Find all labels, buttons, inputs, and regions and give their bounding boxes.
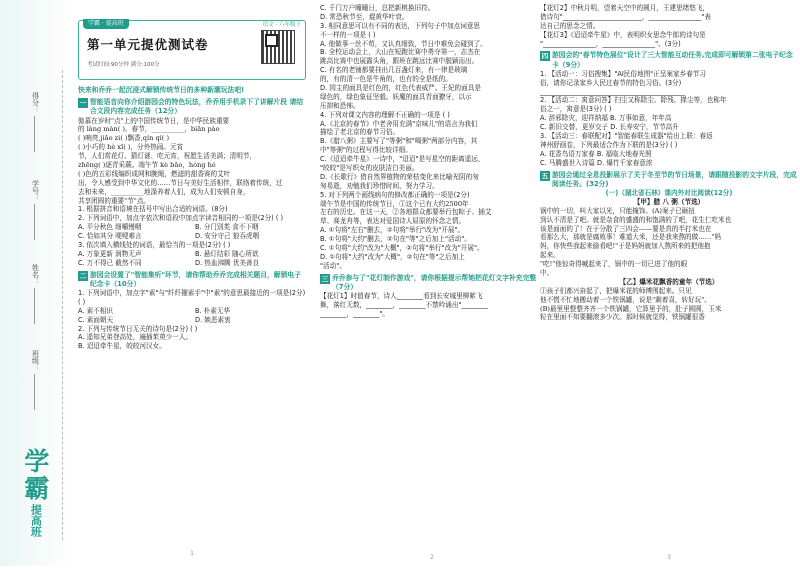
passage-line: 看那么大，那就是腐败事！难道大米，还是我来熬的做……"妈 (540, 233, 722, 242)
text-line: B. 全校运动会上，大山在短跑比赛中勇夺第一，志杰在 (320, 48, 481, 57)
question-4-options (78, 316, 306, 325)
text-line: B. ①句将"大约"删去，②句在"等"之后加上"活动"。 (320, 235, 471, 244)
passage-line: 到认不清是了吧。就是杂食的盛盛的和饱满的了吧，花生仁吃米也 (540, 215, 732, 224)
question-4-options (78, 307, 306, 316)
question-3-options (78, 259, 306, 268)
option-b[interactable]: B. 分门别类 食不下咽 (195, 223, 259, 232)
option-b[interactable]: B. 迢迢牵牛星，皎皎河汉女。 (78, 342, 166, 351)
passage-line: 节，人们赏花灯、猜灯谜、吃元宵，祝愿生活美满；清明节， (78, 152, 257, 161)
text-line: D. 常恐秋节至，焜黄华叶衰。 (320, 12, 409, 21)
text-line: 舞，落红无数，________，________不禁吟诵出"________ (320, 300, 488, 309)
section-1-header (78, 98, 306, 116)
text-line: 3. 【活动三：春联配对】"智能春联生成器"给出上联：春返 (540, 132, 713, 141)
text-line: 5. 对下列两个画线病句的修改都正确的一项是(2分) (320, 190, 470, 199)
option-line[interactable]: A. 辞邪除灾，迎祥纳福 B. 万事如意，年年高 (540, 114, 672, 123)
section-title: 智能语音向你介绍游园会的特色玩法，乔乔用手机录下了讲解片段 请结合文段内容完成任务（12分） (90, 98, 304, 116)
name-field (30, 264, 39, 324)
score-field (30, 92, 39, 152)
passage-line: 傲慕在岁时"点"上的中国传统节日，是中华民族重要 (78, 116, 230, 125)
column-1 (78, 0, 306, 566)
text-line: 端午节是中国的传统节日，①这个已有大约2500年 (320, 199, 469, 208)
exam-meta: 考试时间:90分钟 满分:100分 (87, 62, 160, 68)
passage-line: 粒在里面不知要翻滚多少次。那时候就觉得，铁锅罐很香 (540, 313, 705, 322)
section-2-header (78, 271, 306, 289)
passage-line: 锅中的一切，叫大家以光，只能掩饰。(A)案子已砸扭 (540, 206, 695, 215)
passage-line: 去和未来，__________地涤养着人们，成为人们安顿自身， (78, 187, 250, 196)
question-1: 1. 根据拼音和语境在括号中写出合适的词语。(8分) (78, 205, 228, 214)
option-line[interactable]: C. 马腾盛世入诗篇 D. 爆竹千家春意浓 (540, 158, 653, 167)
section-title: 游园会的"春节特色展位"设计了三大智能互动任务,完成即可解锁第二张电子纪念卡（9分） (552, 51, 793, 69)
passage-line: ①孩子们都兴奋起了，把爆米花的师傅围起来。只见 (540, 286, 692, 295)
section-5-header (540, 171, 798, 189)
question-2-options (78, 232, 306, 241)
section-title: 游园会通过全息投影展示了关于冬至节的节日场景，请跟随投影的文字片段，完成阅读任务。(32分) (552, 170, 797, 188)
text-line: 借诗句"________________________，________________"表 (540, 12, 711, 21)
binding-cut-line (62, 70, 64, 540)
text-line: 4. 下列对课文内容的理解不正确的一项是 ( ) (320, 110, 450, 119)
option-c[interactable]: C. 恰如其分 哽哽难言 (78, 232, 142, 241)
reading-subtitle-a: 【甲】腊 八 粥（节选） (633, 197, 705, 206)
text-line: C. ①句将"大约"改为"大概"，②句将"举行"改为"开展"。 (320, 244, 484, 253)
text-line: 压抑和恐怖。 (320, 101, 360, 110)
passage-line: ( )小巧的 hè xǐ( )，分外热闹。元宵 (78, 143, 184, 152)
passage-line: ( )响亮,jiǎo zi( )飘香,qín qí( ) (78, 134, 170, 143)
brand-logo (16, 448, 54, 556)
column-2-body (320, 4, 544, 271)
option-c[interactable]: C. 万不得已 截然不同 (78, 258, 142, 267)
option-c[interactable]: C. 素面朝天 (78, 315, 114, 324)
answer-line[interactable]: ____________________________________________ (540, 87, 686, 96)
class-label: 班级： (31, 350, 40, 371)
question-2-options (78, 223, 306, 232)
option-line[interactable]: C. 新旧交替，更岁交子 D. 长寿安宁，节节高升 (540, 123, 679, 132)
section-4-header (540, 51, 798, 69)
question-4: 1. 下列词语中，加点字"素"与"纤纤擢素手"中"素"的意思最接近的一项是(2分) ( ) (78, 289, 306, 306)
option-a[interactable]: A. 遥知兄弟登高处，遍插茱萸少一人。 (78, 333, 193, 342)
question-3: 3. 依次填入横线处的词语，最恰当的一项是(2分) ( ) (78, 240, 231, 249)
text-line: 达自己的思念之情。 (540, 21, 600, 30)
text-line: 1. 【活动一：习俗搜集】"AI民俗地图"正呈案家乡春节习 (540, 69, 706, 78)
text-line: "皎皎"是写织女的皮肤洁白美丽。 (320, 164, 419, 173)
text-line: 草、赛龙舟等，表达对爱国诗人屈原的怀念之情。 (320, 217, 466, 226)
passage-line: 该是面面的了！在于分散了三四会——要是真的半打米也在 (540, 224, 712, 233)
text-line: B.《腊八粥》主要写了"等粥"和"喝粥"两部分内容，其 (320, 137, 478, 146)
text-line: A.《北京的春节》中老舍用充满"京味儿"的语言为我们 (320, 119, 478, 128)
page-number: 2 (430, 553, 434, 561)
text-line: C. 千门万户曈曈日，总把新桃换旧符。 (320, 4, 435, 12)
passage-1 (78, 117, 306, 206)
brand-sub: 提高班 (29, 504, 43, 537)
question-5: 2. 下列与传统节日无关的诗句是(2分) ( ) (78, 324, 198, 333)
page-number: 1 (190, 549, 194, 557)
passage-line: "吃!"他惊奇得喊起来了，锅中的一切已进了他的眼 (540, 260, 688, 269)
passage-line: 的 làng màn( )。春节，__________，biān pào (78, 125, 220, 134)
option-a[interactable]: A. 平分秋色 细嚼慢咽 (78, 223, 142, 232)
text-line: 【花灯1】时值春节，诗人________看到长安城里柳絮飞 (320, 292, 483, 301)
option-a[interactable]: A. 万象更新 润物无声 (78, 249, 142, 258)
passage-line: zhēng( )逐青采蕨。端午节 kè bǎo，hóng hé (78, 160, 216, 169)
option-d[interactable]: D. 安分守己 狼吞虎咽 (195, 232, 260, 241)
header-grade: 语文 · 六年级下 (262, 22, 301, 28)
option-d[interactable]: D. 热血沸腾 优美善良 (195, 258, 260, 267)
header-tag: 学霸 · 提高班 (83, 19, 129, 29)
section-3-header (320, 274, 544, 292)
text-line: D. 园主的面具是红色的，红色代表威严。王妃的面具是 (320, 84, 481, 93)
section-number: 五 (541, 171, 549, 180)
passage-line: 他不慌不忙地搬动着一个铁锅罐，说是"剩着喜，转好玩"。 (540, 295, 711, 304)
score-label: 得分： (31, 92, 40, 113)
exam-header (78, 20, 306, 80)
text-line: 描绘了老北京的春节习俗。 (320, 128, 400, 137)
section-number: 二 (79, 271, 87, 280)
question-3-options (78, 250, 306, 259)
passage-line: 起来。 (540, 251, 560, 260)
section-title: 游园会设置了"智能集听"环节，请你帮助乔乔完成相关题目，解锁电子纪念卡（10分） (90, 270, 301, 288)
text-line: 【花灯2】中秋月明，望着天空中的圆月，王建思绪悠飞， (540, 4, 710, 12)
text-line: D.《长歌行》借自然界植物的荣枯变化来比喻光阴的匆 (320, 172, 479, 181)
passage-line: 共享团圆的重要"节"点。 (78, 196, 151, 205)
option-line[interactable]: A. 花香鸟语万家春 B. 福临大地春光照 (540, 149, 652, 158)
column-2 (320, 0, 544, 570)
text-line: C.《迢迢牵牛星》一诗中，"迢迢"是写星空的距离遥远， (320, 155, 485, 164)
question-2: 2. 下列词语中，加点字依次和语段中加点字读音相同的一项是(2分) ( ) (78, 214, 284, 223)
text-line: "活动"。 (320, 261, 346, 270)
name-label: 姓名： (31, 264, 40, 285)
qr-code-icon (261, 30, 295, 64)
option-b[interactable]: B. 朴素无华 (195, 306, 231, 315)
text-line: 俗，请你记录家乡人民过春节的特色习俗。(3分) (540, 78, 682, 87)
passage-line: 妈，你快些我起来偷看吧!"于是妈妈就加入熬所来的把他抱 (540, 242, 711, 251)
page-number: 3 (667, 553, 671, 561)
passage-a (540, 207, 798, 278)
section-number: 四 (541, 52, 549, 61)
text-line: C. 有名的老铺都要挂出几百盏灯来，有一律是玻璃 (320, 66, 468, 75)
text-line: A. ①句将"左右"删去，②句将"举行"改为"开展"。 (320, 226, 465, 235)
text-line: 俗之一，寓意是(3分) ( ) (540, 105, 612, 114)
brand-name: 学霸 (20, 448, 50, 502)
text-line: 神州舒画卷，下列最适合作为下联的是(3分) ( ) (540, 140, 678, 149)
text-line: 左右的历史。在这一天，②各地群众都要举行包粽子、插艾 (320, 208, 492, 217)
passage-line: 出，令人感受到中华文化的……节日与美好生活相伴，联络着传统，过 (78, 178, 283, 187)
student-id-label: 学号： (31, 180, 40, 201)
text-line: D. ①句将"大约"改为"大概"，②句在"等"之后加上 (320, 252, 465, 261)
option-b[interactable]: B. 悬灯结彩 随心所欲 (195, 249, 259, 258)
option-d[interactable]: D. 嫉恶素衷 (195, 315, 231, 324)
passage-line: (B)最里里整整齐齐一个铁锅罐，它算里予的，肚子圆圆，玉米 (540, 304, 722, 313)
exam-title: 第一单元提优测试卷 (87, 37, 209, 52)
student-id-field (30, 180, 39, 240)
text-line: 跳高比赛中也展露头角，跟班在跳远比赛中脱颖而出。 (320, 57, 479, 66)
section-number: 三 (321, 274, 329, 283)
section-title: 乔乔参与了"花灯制作游戏"，请你根据提示帮她把花灯文字补充完整（7分） (332, 273, 537, 291)
text-line: A. 他做事一丝不苟，又认真细致，节日中难免会碰到了。 (320, 39, 487, 48)
intro-text: 快来和乔乔一起沉浸式解锁传统节日的多种新潮玩法吧! (78, 86, 245, 94)
column-3 (540, 0, 798, 570)
passage-line: 中。 (540, 268, 554, 277)
reading-title: (一)（湖北省石林）课内外对比阅读(12分) (605, 188, 733, 197)
text-line: 3. 相同意思可以有不同的表达，下列句子中加点词意思 (320, 21, 481, 30)
text-line: 绿色的，绿色象征坚毅。妖魔的面具青面獠牙，以示 (320, 92, 472, 101)
text-line: 2. 【活动二：寓意问答】扫尘又称除尘、除残、掸尘等，也称年 (540, 96, 727, 105)
text-line: "________________，________________"。(3分) (540, 39, 681, 48)
passage-line: ( )色的五彩线编织成网和腕绳，燃滤的甜香赛的艾叶 (78, 169, 231, 178)
passage-b (540, 287, 798, 323)
text-line: 中"等粥"的过程写得比较详细。 (320, 146, 412, 155)
reading-subtitle-b: 【乙】爆米花飘香的童年（节选） (619, 277, 719, 286)
class-field (30, 350, 39, 410)
text-line: 不一样的一项是 ( ) (320, 30, 376, 39)
text-line: 的，有的清一色是牛角的，也有的全是纸的。 (320, 75, 452, 84)
text-line: 匆易逝，劝勉我们珍惜时间，努力学习。 (320, 181, 439, 190)
section-number: 一 (79, 99, 87, 108)
text-line: ________，________"。 (320, 309, 389, 318)
option-a[interactable]: A. 素不相识 (78, 306, 113, 315)
text-line: 【花灯3】《迢迢牵牛星》中，表明织女思念牛郎的诗句是 (540, 30, 706, 39)
